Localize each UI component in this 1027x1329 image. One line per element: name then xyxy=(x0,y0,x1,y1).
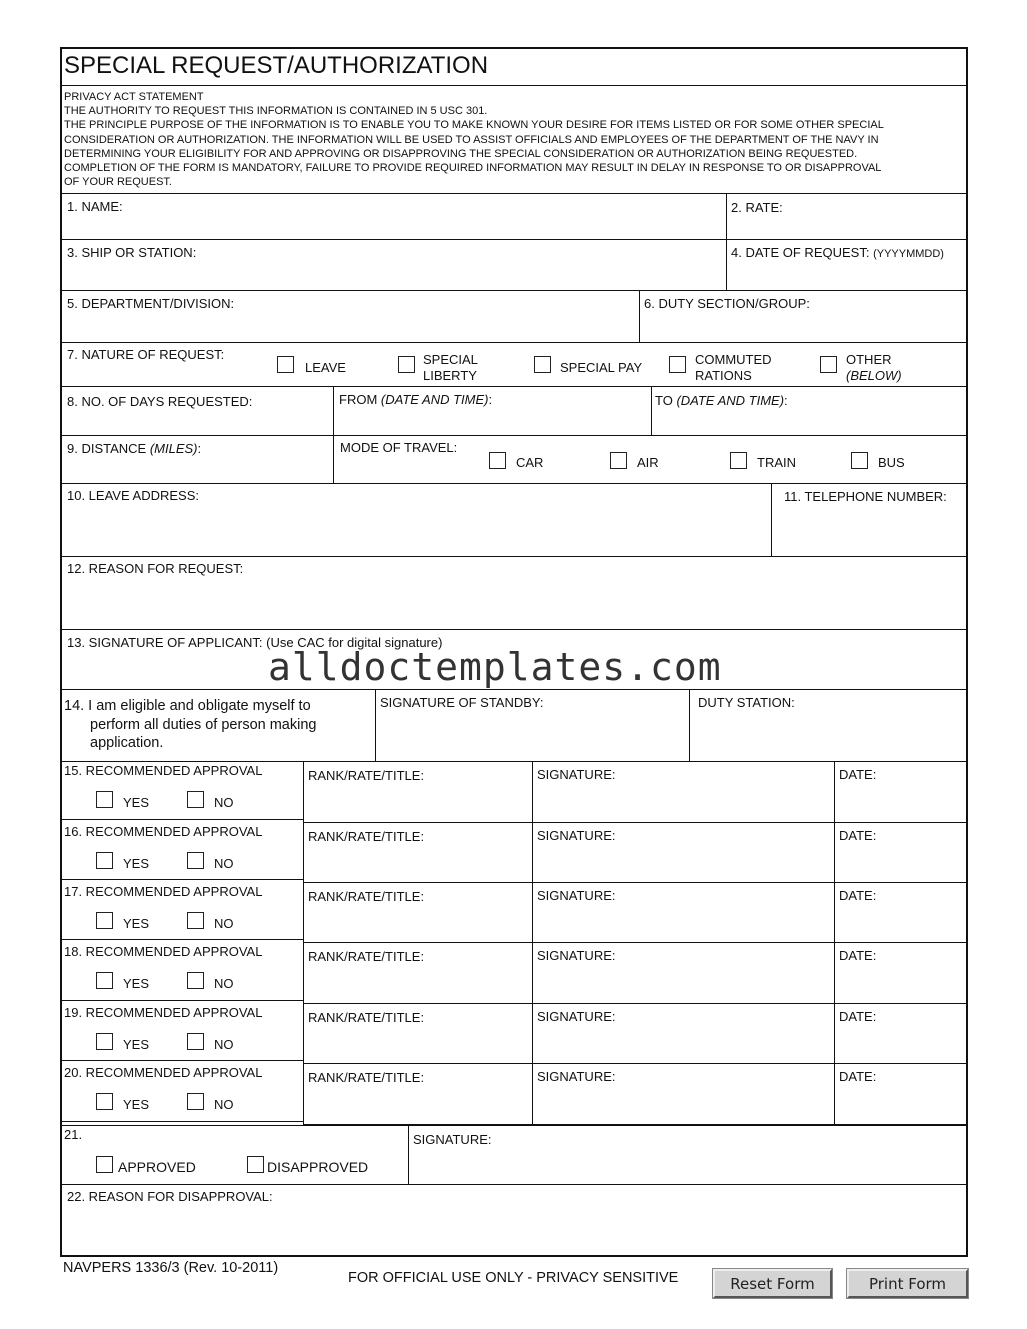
privacy-line: COMPLETION OF THE FORM IS MANDATORY, FAILURE TO PROVIDE REQUIRED INFORMATION MAY RESULT IN DELAY IN RESPONSE TO OR DISAPPROVAL xyxy=(64,162,882,175)
other-checkbox[interactable] xyxy=(820,356,837,373)
from-label: FROM (DATE AND TIME): xyxy=(339,392,493,407)
rank-rate-title-label: RANK/RATE/TITLE: xyxy=(308,889,425,904)
divider xyxy=(62,1121,304,1122)
divider xyxy=(62,819,304,820)
yes-label: YES xyxy=(123,1097,150,1112)
mode-of-travel-label: MODE OF TRAVEL: xyxy=(340,440,458,455)
to-label: TO (DATE AND TIME): xyxy=(655,393,788,408)
divider xyxy=(639,291,640,342)
yes-label: YES xyxy=(123,976,150,991)
privacy-line: OF YOUR REQUEST. xyxy=(64,176,172,189)
divider xyxy=(689,690,690,761)
name-label: 1. NAME: xyxy=(67,199,123,214)
train-checkbox[interactable] xyxy=(730,452,747,469)
divider xyxy=(62,239,966,240)
reason-label: 12. REASON FOR REQUEST: xyxy=(67,561,244,576)
other-label: OTHER (BELOW) xyxy=(846,352,902,383)
rank-rate-title-label: RANK/RATE/TITLE: xyxy=(308,1070,425,1085)
divider xyxy=(62,85,966,86)
official-use-notice: FOR OFFICIAL USE ONLY - PRIVACY SENSITIVE xyxy=(348,1270,679,1286)
no-label: NO xyxy=(214,856,234,871)
air-checkbox[interactable] xyxy=(610,452,627,469)
leave-checkbox[interactable] xyxy=(277,356,294,373)
train-label: TRAIN xyxy=(757,455,796,470)
date-label: DATE: xyxy=(839,888,877,903)
date-label: DATE: xyxy=(839,1009,877,1024)
divider xyxy=(532,762,533,1126)
no-label: NO xyxy=(214,976,234,991)
divider xyxy=(62,483,966,484)
telephone-label: 11. TELEPHONE NUMBER: xyxy=(784,489,947,504)
divider xyxy=(62,342,966,343)
recommended-approval-label: 18. RECOMMENDED APPROVAL xyxy=(64,944,263,959)
privacy-line: DETERMINING YOUR ELIGIBILITY FOR AND APPROVING OR DISAPPROVING THE SPECIAL CONSIDERATION OR AUTHORIZATION BEING REQUESTED. xyxy=(64,147,858,160)
bus-label: BUS xyxy=(878,455,905,470)
watermark: alldoctemplates.com xyxy=(268,645,722,689)
leave-option-label: LEAVE xyxy=(305,360,346,375)
distance-label: 9. DISTANCE (MILES): xyxy=(67,441,202,456)
approval-yes-checkbox[interactable] xyxy=(96,791,113,808)
rate-label: 2. RATE: xyxy=(731,200,783,215)
approval-yes-checkbox[interactable] xyxy=(96,912,113,929)
disapproval-reason-label: 22. REASON FOR DISAPPROVAL: xyxy=(67,1189,273,1204)
yes-label: YES xyxy=(123,916,150,931)
approval-yes-checkbox[interactable] xyxy=(96,1093,113,1110)
divider xyxy=(62,386,966,387)
special-pay-label: SPECIAL PAY xyxy=(560,360,643,375)
signature-label: SIGNATURE: xyxy=(537,948,616,963)
signature-label: SIGNATURE: xyxy=(537,888,616,903)
signature-label: SIGNATURE: xyxy=(537,1009,616,1024)
recommended-approval-label: 15. RECOMMENDED APPROVAL xyxy=(64,763,263,778)
ship-station-label: 3. SHIP OR STATION: xyxy=(67,245,197,260)
disapproved-checkbox[interactable] xyxy=(247,1156,264,1173)
divider xyxy=(62,761,966,762)
rank-rate-title-label: RANK/RATE/TITLE: xyxy=(308,829,425,844)
eligibility-statement: 14. I am eligible and obligate myself to perform all duties of person making application. xyxy=(64,698,317,751)
rank-rate-title-label: RANK/RATE/TITLE: xyxy=(308,949,425,964)
divider xyxy=(62,1125,966,1126)
divider xyxy=(62,1000,304,1001)
date-label: DATE: xyxy=(839,948,877,963)
duty-station-label: DUTY STATION: xyxy=(698,695,795,710)
leave-address-label: 10. LEAVE ADDRESS: xyxy=(67,488,199,503)
form-number: NAVPERS 1336/3 (Rev. 10-2011) xyxy=(63,1260,279,1276)
privacy-heading: PRIVACY ACT STATEMENT xyxy=(64,91,204,103)
no-label: NO xyxy=(214,916,234,931)
rank-rate-title-label: RANK/RATE/TITLE: xyxy=(308,768,425,783)
bus-checkbox[interactable] xyxy=(851,452,868,469)
divider xyxy=(62,689,966,690)
divider xyxy=(726,194,727,290)
divider xyxy=(62,435,966,436)
no-label: NO xyxy=(214,795,234,810)
special-liberty-label: SPECIAL LIBERTY xyxy=(423,352,478,383)
approval-no-checkbox[interactable] xyxy=(187,912,204,929)
air-label: AIR xyxy=(637,455,659,470)
recommended-approval-label: 17. RECOMMENDED APPROVAL xyxy=(64,884,263,899)
approval-no-checkbox[interactable] xyxy=(187,1093,204,1110)
divider xyxy=(303,762,304,1126)
applicant-signature-label: 13. SIGNATURE OF APPLICANT: (Use CAC for digital signature) xyxy=(67,635,443,650)
days-requested-label: 8. NO. OF DAYS REQUESTED: xyxy=(67,394,253,409)
yes-label: YES xyxy=(123,856,150,871)
divider xyxy=(303,942,966,943)
recommended-approval-label: 19. RECOMMENDED APPROVAL xyxy=(64,1005,263,1020)
no-label: NO xyxy=(214,1037,234,1052)
reset-form-button[interactable]: Reset Form xyxy=(713,1269,832,1298)
special-liberty-checkbox[interactable] xyxy=(398,356,415,373)
standby-signature-label: SIGNATURE OF STANDBY: xyxy=(380,695,544,710)
recommended-approval-label: 20. RECOMMENDED APPROVAL xyxy=(64,1065,263,1080)
duty-section-label: 6. DUTY SECTION/GROUP: xyxy=(644,296,810,311)
privacy-line: CONSIDERATION OR AUTHORIZATION. THE INFORMATION WILL BE USED TO ASSIST OFFICIALS AND EMPLOYEES OF THE DEPARTMENT OF THE NAVY IN xyxy=(64,133,879,146)
signature-label: SIGNATURE: xyxy=(537,767,616,782)
privacy-line: THE AUTHORITY TO REQUEST THIS INFORMATION IS CONTAINED IN 5 USC 301. xyxy=(64,105,488,118)
approval-no-checkbox[interactable] xyxy=(187,1033,204,1050)
yes-label: YES xyxy=(123,1037,150,1052)
divider xyxy=(62,879,304,880)
divider xyxy=(62,193,966,194)
commuted-rations-checkbox[interactable] xyxy=(669,356,686,373)
date-of-request-label: 4. DATE OF REQUEST: (YYYYMMDD) xyxy=(731,245,944,260)
nature-of-request-label: 7. NATURE OF REQUEST: xyxy=(67,347,225,362)
approval-no-checkbox[interactable] xyxy=(187,852,204,869)
approval-yes-checkbox[interactable] xyxy=(96,852,113,869)
divider xyxy=(62,939,304,940)
approval-yes-checkbox[interactable] xyxy=(96,1033,113,1050)
commuted-rations-label: COMMUTED RATIONS xyxy=(695,352,772,383)
approval-no-checkbox[interactable] xyxy=(187,972,204,989)
form-title: SPECIAL REQUEST/AUTHORIZATION xyxy=(64,52,489,79)
yes-label: YES xyxy=(123,795,150,810)
divider xyxy=(651,387,652,436)
divider xyxy=(303,822,966,823)
recommended-approval-label: 16. RECOMMENDED APPROVAL xyxy=(64,824,263,839)
divider xyxy=(62,1184,966,1185)
privacy-act-statement xyxy=(64,90,884,189)
divider xyxy=(303,882,966,883)
divider xyxy=(62,1060,304,1061)
divider xyxy=(303,1063,966,1064)
approved-label: APPROVED xyxy=(118,1159,196,1175)
rank-rate-title-label: RANK/RATE/TITLE: xyxy=(308,1010,425,1025)
date-label: DATE: xyxy=(839,828,877,843)
car-label: CAR xyxy=(516,455,544,470)
divider xyxy=(303,1003,966,1004)
divider xyxy=(62,290,966,291)
special-pay-checkbox[interactable] xyxy=(534,356,551,373)
divider xyxy=(62,629,966,630)
divider xyxy=(375,690,376,761)
date-label: DATE: xyxy=(839,767,877,782)
divider xyxy=(62,556,966,557)
department-label: 5. DEPARTMENT/DIVISION: xyxy=(67,296,235,311)
divider xyxy=(771,484,772,557)
car-checkbox[interactable] xyxy=(489,452,506,469)
divider xyxy=(834,762,835,1126)
date-label: DATE: xyxy=(839,1069,877,1084)
print-form-button[interactable]: Print Form xyxy=(847,1269,968,1298)
final-signature-label: SIGNATURE: xyxy=(413,1132,492,1147)
approval-no-checkbox[interactable] xyxy=(187,791,204,808)
approval-yes-checkbox[interactable] xyxy=(96,972,113,989)
divider xyxy=(408,1126,409,1185)
item21-label: 21. xyxy=(64,1127,83,1142)
signature-label: SIGNATURE: xyxy=(537,828,616,843)
disapproved-label: DISAPPROVED xyxy=(267,1159,369,1175)
approved-checkbox[interactable] xyxy=(96,1156,113,1173)
signature-label: SIGNATURE: xyxy=(537,1069,616,1084)
privacy-line: THE PRINCIPLE PURPOSE OF THE INFORMATION IS TO ENABLE YOU TO MAKE KNOWN YOUR DESIRE FOR ITEMS LISTED OR FOR SOME OTHER SPECIAL xyxy=(64,119,884,132)
no-label: NO xyxy=(214,1097,234,1112)
